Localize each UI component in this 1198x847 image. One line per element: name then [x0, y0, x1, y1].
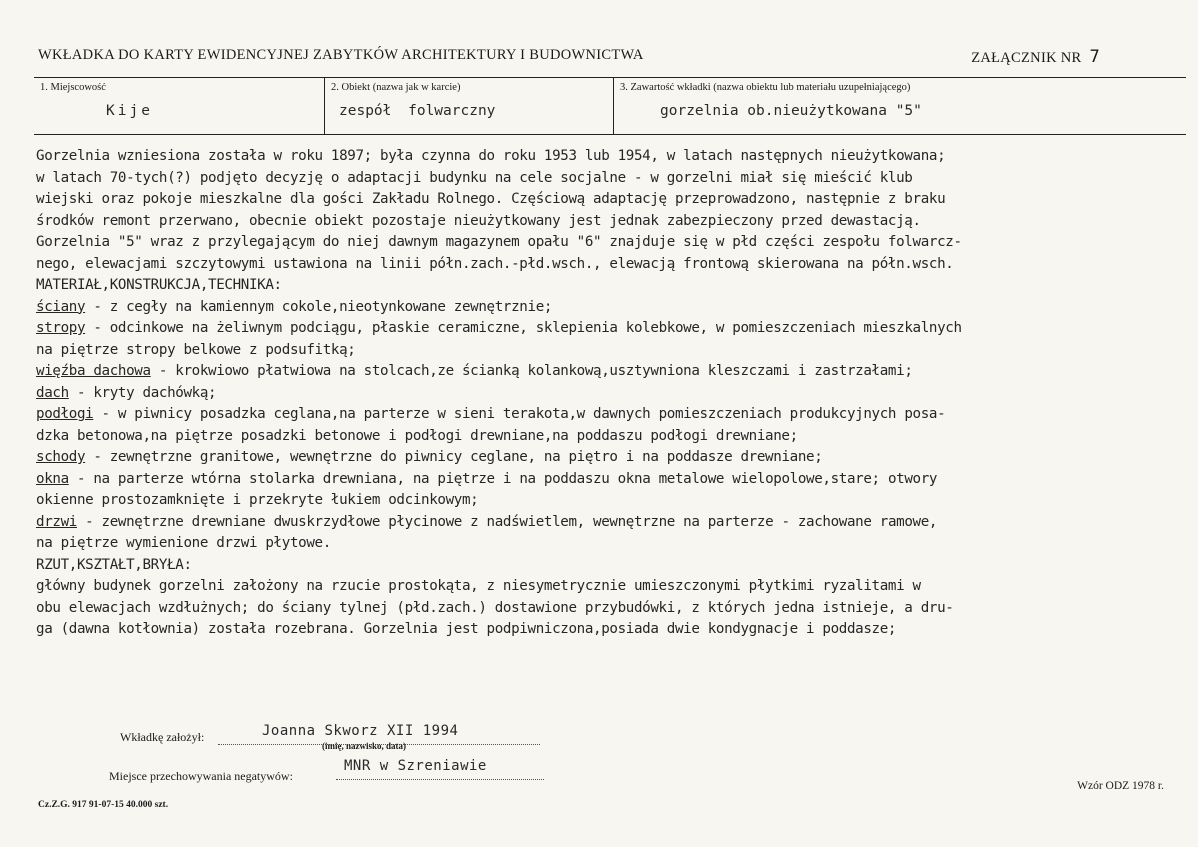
text-line [36, 318, 1186, 340]
term-stairs: schody [36, 449, 86, 465]
term-text: - z cegły na kamiennym cokole,nieotynkowane zewnętrznie; [85, 298, 553, 315]
form-title: WKŁADKA DO KARTY EWIDENCYJNEJ ZABYTKÓW ARCHITEKTURY I BUDOWNICTWA [38, 47, 644, 63]
negatives-dotted-line [336, 779, 544, 780]
text-line: środków remont przerwano, obecnie obiekt pozostaje nieużytkowany jest jednak zabezpieczony przed dewastacją. [36, 212, 921, 229]
term-ceilings: stropy [36, 320, 86, 336]
attachment-label: ZAŁĄCZNIK NR [971, 50, 1082, 66]
text-line: główny budynek gorzelni założony na rzucie prostokąta, z niesymetrycznie umieszczonymi płytkimi ryzalitami w [36, 578, 921, 594]
term-text: - zewnętrzne granitowe, wewnętrzne do piwnicy ceglane, na piętro i na poddasze drewniane; [85, 449, 823, 465]
content-label: 3. Zawartość wkładki (nazwa obiektu lub materiału uzupełniającego) [620, 82, 911, 93]
text-line [36, 297, 1186, 319]
text-line: wiejski oraz pokoje mieszkalne dla gości Zakładu Rolnego. Częściową adaptację przeprowadzono, następnie z braku [36, 191, 946, 207]
attachment-number [971, 47, 1100, 67]
term-doors: drzwi [36, 513, 77, 530]
section-heading: RZUT,KSZTAŁT,BRYŁA: [36, 556, 192, 573]
text-line: w latach 70-tych(?) podjęto decyzję o adaptacji budynku na cele socjalne - w gorzelni miał się mieścić klub [36, 169, 913, 186]
text-line: Gorzelnia "5" wraz z przylegającym do niej dawnym magazynem opału "6" znajduje się w płd części zespołu folwarcz- [36, 234, 962, 250]
author-label: Wkładkę założył: [120, 730, 205, 744]
text-line [36, 361, 1186, 383]
grid-divider-2 [613, 77, 614, 134]
term-roof: dach [36, 384, 69, 401]
text-line: obu elewacjach wzdłużnych; do ściany tylnej (płd.zach.) dostawione przybudówki, z których jedna istnieje, a dru- [36, 599, 954, 616]
term-text: - odcinkowe na żeliwnym podciągu, płaskie ceramiczne, sklepienia kolebkowe, w pomieszczeniach mieszkalnych [85, 320, 962, 336]
content-value: gorzelnia ob.nieużytkowana "5" [660, 103, 922, 119]
author-hint: (imię, nazwisko, data) [322, 741, 406, 751]
text-line: nego, elewacjami szczytowymi ustawiona na linii półn.zach.-płd.wsch., elewacją frontową skierowana na półn.wsch. [36, 255, 954, 272]
text-line: okienne prostozamknięte i przekryte łukiem odcinkowym; [36, 492, 479, 508]
text-line [36, 469, 1186, 491]
text-line: Gorzelnia wzniesiona została w roku 1897; była czynna do roku 1953 lub 1954, w latach następnych nieużytkowana; [36, 148, 946, 164]
term-text: - w piwnicy posadzka ceglana,na parterze w sieni terakota,w dawnych pomieszczeniach produkcyjnych posa- [93, 406, 946, 422]
term-text: - zewnętrzne drewniane dwuskrzydłowe płycinowe z nadświetlem, wewnętrzne na parterze - zachowane ramowe, [76, 513, 938, 530]
grid-divider-1 [324, 77, 325, 134]
text-line: ga (dawna kotłownia) została rozebrana. Gorzelnia jest podpiwniczona,posiada dwie kondygnacje i poddasze; [36, 621, 897, 637]
section-heading: MATERIAŁ,KONSTRUKCJA,TECHNIKA: [36, 277, 282, 293]
term-walls: ściany [36, 298, 86, 315]
text-line [36, 447, 1186, 469]
place-value: Kije [106, 103, 153, 119]
text-line [36, 404, 1186, 426]
term-text: - na parterze wtórna stolarka drewniana, na piętrze i na poddaszu okna metalowe wielopolowe,stare; otwory [68, 470, 938, 487]
term-windows: okna [36, 470, 69, 487]
author-value: Joanna Skworz XII 1994 [262, 723, 459, 739]
print-code: Cz.Z.G. 917 91-07-15 40.000 szt. [38, 800, 169, 810]
object-label: 2. Obiekt (nazwa jak w karcie) [331, 82, 461, 93]
object-value: zespół folwarczny [339, 103, 496, 119]
term-text: - krokwiowo płatwiowa na stolcach,ze ścianką kolankową,usztywniona kleszczami i zastrzałami; [150, 363, 913, 379]
term-floors: podłogi [36, 406, 94, 422]
grid-line-top [34, 77, 1186, 78]
text-line [36, 383, 1186, 405]
negatives-value: MNR w Szreniawie [344, 758, 487, 774]
attachment-number-value: 7 [1089, 47, 1100, 67]
grid-line-bottom [34, 134, 1186, 135]
description-text [36, 146, 1186, 641]
text-line: na piętrze wymienione drzwi płytowe. [36, 535, 331, 551]
place-label: 1. Miejscowość [40, 82, 106, 93]
negatives-label: Miejsce przechowywania negatywów: [109, 769, 293, 783]
text-line: na piętrze stropy belkowe z podsufitką; [36, 341, 356, 358]
form-code: Wzór ODZ 1978 r. [1077, 780, 1164, 792]
text-line: dzka betonowa,na piętrze posadzki betonowe i podłogi drewniane,na poddaszu podłogi drewniane; [36, 427, 798, 444]
term-roof-truss: więźba dachowa [36, 363, 151, 379]
text-line [36, 512, 1186, 534]
term-text: - kryty dachówką; [68, 384, 217, 401]
